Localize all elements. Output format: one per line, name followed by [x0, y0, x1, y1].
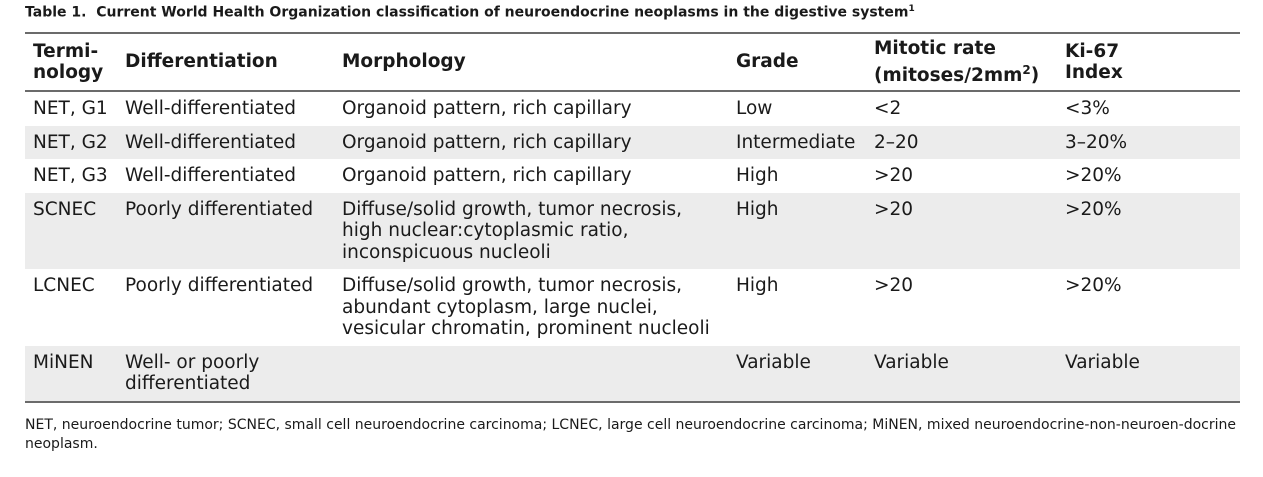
caption-reference: 1: [908, 4, 915, 14]
cell-mitotic-rate: >20: [874, 275, 914, 297]
cell-terminology: NET, G1: [33, 98, 108, 120]
cell-differentiation: Poorly differentiated: [125, 275, 314, 297]
cell-morphology: Diffuse/solid growth, tumor necrosis, high nuclear:cytoplasmic ratio, inconspicuous nucleoli: [334, 193, 728, 270]
header-mitotic-rate: Mitotic rate $(mitoses/2mm^2)$: [866, 33, 1057, 91]
cell-morphology: [334, 346, 728, 402]
header-morphology: Morphology: [334, 33, 728, 91]
table-row: [25, 159, 1240, 193]
classification-table: [25, 32, 1240, 403]
cell-grade: Low: [736, 98, 773, 120]
cell-grade: High: [736, 165, 779, 187]
cell-differentiation: Poorly differentiated: [117, 193, 334, 270]
cell-grade: Variable: [728, 346, 866, 402]
cell-differentiation: Well- or poorly differentiated: [117, 346, 334, 402]
table-footnote: NET, neuroendocrine tumor; SCNEC, small cell neuroendocrine carcinoma; LCNEC, large cell neuroendocrine carcinoma; MiNEN, mixed neuroendocrine-non-neuroen-docrine neoplasm.: [25, 417, 1237, 452]
cell-terminology: MiNEN: [25, 346, 117, 402]
cell-ki67: >20%: [1057, 193, 1240, 270]
caption-text: Current World Health Organization classification of neuroendocrine neoplasms in the digestive system: [96, 4, 909, 21]
cell-ki67: >20%: [1065, 165, 1122, 187]
caption-label: Table 1.: [25, 4, 87, 21]
cell-differentiation: Well-differentiated: [125, 165, 296, 187]
cell-differentiation: Well-differentiated: [125, 98, 296, 120]
cell-mitotic-rate: >20: [874, 165, 914, 187]
header-row: [25, 33, 1240, 91]
cell-morphology: Diffuse/solid growth, tumor necrosis, abundant cytoplasm, large nuclei, vesicular chromatin, prominent nucleoli: [342, 275, 710, 340]
table-row: [25, 269, 1240, 346]
table-row: [25, 346, 1240, 402]
cell-terminology: NET, G3: [33, 165, 108, 187]
cell-mitotic-rate: 2–20: [866, 126, 1057, 160]
cell-mitotic-rate: >20: [866, 193, 1057, 270]
table-row: [25, 91, 1240, 126]
cell-morphology: Organoid pattern, rich capillary: [334, 126, 728, 160]
table-caption: [25, 4, 915, 21]
header-ki67-index: Ki-67 Index: [1057, 33, 1240, 91]
cell-grade: Intermediate: [728, 126, 866, 160]
cell-morphology: Organoid pattern, rich capillary: [342, 165, 632, 187]
cell-ki67: <3%: [1065, 98, 1110, 120]
cell-ki67: >20%: [1065, 275, 1122, 297]
cell-grade: High: [736, 275, 779, 297]
cell-terminology: SCNEC: [25, 193, 117, 270]
cell-ki67: 3–20%: [1057, 126, 1240, 160]
cell-mitotic-rate: Variable: [866, 346, 1057, 402]
cell-terminology: LCNEC: [33, 275, 95, 297]
cell-grade: High: [728, 193, 866, 270]
table-row: [25, 193, 1240, 270]
cell-differentiation: Well-differentiated: [117, 126, 334, 160]
header-grade: Grade: [728, 33, 866, 91]
cell-morphology: Organoid pattern, rich capillary: [342, 98, 632, 120]
cell-ki67: Variable: [1057, 346, 1240, 402]
cell-terminology: NET, G2: [25, 126, 117, 160]
header-differentiation: Differentiation: [117, 33, 334, 91]
cell-mitotic-rate: <2: [874, 98, 902, 120]
header-terminology: Termi- nology: [25, 33, 117, 91]
table-row: [25, 126, 1240, 160]
